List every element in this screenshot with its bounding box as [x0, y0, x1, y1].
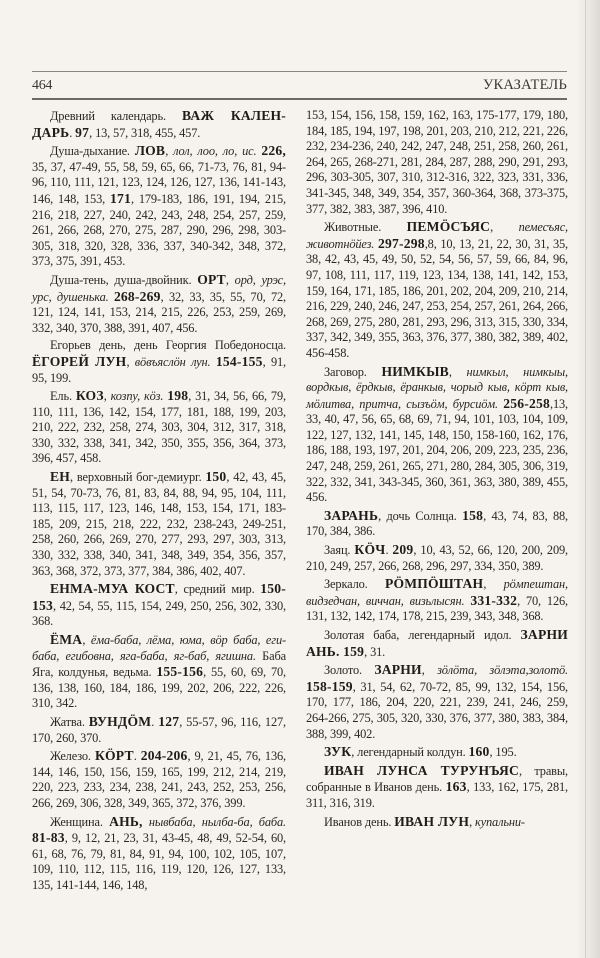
index-entry [32, 714, 286, 746]
entry-text: , 9, 12, 21, 23, 31, 43-45, 48, 49, 52-54, 60, 61, 68, 76, 79, 81, 84, 91, 94, 100, 102, 105, 107, 109, 110, 112, 115, 116, 119, 120, 126, 127, 133, 135, 141-144, 146, 148, [32, 831, 286, 892]
entry-text: 153, 154, 156, 158, 159, 162, 163, 175-177, 179, 180, 184, 185, 194, 197, 198, 201, 203, 210, 212, 221, 226, 232, 234-236, 240, 242, 247, 248, 251, 258, 260, 261, 264, 265, 268-271, 281, 284, 287, 288, 290, 291, 293, 296, 303-305, 307, 310, 312-316, 322, 323, 331, 336, 341-345, 348, 349, 354, 357, 360-364, 368, 373-375, 377, 382, 383, 387, 396, 410. [306, 108, 568, 216]
entry-text: Древний календарь. [50, 109, 183, 123]
entry-term: ОРТ [197, 271, 226, 287]
entry-text: Ель. [50, 389, 76, 404]
entry-text: Баба Яга, колдунья, ведьма. [32, 648, 286, 680]
index-entry [306, 219, 568, 361]
entry-text: , 70, 126, 131, 132, 142, 174, 178, 215, 239, 343, 348, 368. [306, 593, 568, 624]
entry-term: ЕН [50, 469, 71, 485]
entry-term: ИВАН ЛУН [394, 813, 470, 829]
entry-text: , [165, 144, 174, 159]
entry-term: 155-156 [156, 664, 204, 680]
entry-text: , травы, собранные в Иванов день. [306, 763, 569, 795]
entry-text: , верховный бог-демиург. [70, 470, 206, 485]
entry-term: 158 [462, 507, 484, 523]
entry-text: Душа-тень, душа-двойник. [50, 272, 198, 287]
entry-variants: купальни- [475, 814, 525, 829]
entry-text: , 91, 95, 199. [32, 354, 286, 385]
entry-text: Золотая баба, легендарный идол. [324, 628, 521, 642]
entry-text: , 43, 74, 83, 88, 170, 384, 386. [306, 508, 568, 539]
entry-text: , 42, 43, 45, 51, 54, 70-73, 76, 81, 83, 84, 88, 94, 95, 104, 111, 113, 115, 117, 123, 146, 148, 153, 154, 171, 183-185, 209, 215, 218, 222, 232, 238-243, 249-251, 258, 260, 266, 269, 270, 277, 293, 297, 303, 313, 330, 332, 338, 340, 341, 348, 349, 354, 356, 357, 363, 368, 372, 373, 377, 384, 386, 402, 407. [32, 470, 287, 578]
index-entry [32, 108, 286, 141]
entry-text: , 55-57, 96, 116, 127, 170, 260, 370. [32, 714, 287, 745]
entry-text: , 133, 162, 175, 281, 311, 316, 319. [306, 780, 568, 810]
entry-term: КОЗ [75, 388, 104, 404]
entry-term: ИВАН ЛУНСА ТУРУНЪЯС [324, 762, 520, 778]
entry-term: 256-258 [503, 395, 550, 411]
entry-term: ЗАРНИ [374, 662, 422, 678]
index-entry [32, 388, 286, 467]
entry-text: Жатва. [50, 714, 89, 729]
index-entry [306, 508, 568, 540]
entry-term: ПЕМÖСЪЯС [406, 219, 491, 235]
entry-term: ЁМА [50, 632, 83, 647]
entry-term: 268-269 [113, 288, 161, 304]
entry-variants: нывбаба, нылба-ба, баба. [148, 814, 286, 829]
entry-text: ,13, 33, 40, 47, 56, 65, 68, 69, 71, 94, 101, 103, 104, 109, 122, 127, 132, 141, 145, 148, 150, 158-160, 162, 176, 186, 188, 193, 197, 201, 204, 206, 209, 223, 235, 236, 247, 248, 259, 261, 265, 271, 280, 284, 305, 306, 319, 322, 332, 341, 343-345, 360, 361, 363, 380, 389, 455, 456. [306, 396, 568, 505]
entry-text: , дочь Солнца. [378, 508, 463, 523]
entry-term: ЕНМА-МУА КОСТ [50, 581, 175, 597]
entry-term: 198 [167, 388, 189, 404]
entry-text: , [421, 663, 438, 678]
index-entry [32, 581, 286, 630]
running-head: УКАЗАТЕЛЬ [483, 77, 567, 93]
entry-text: , 179-183, 186, 191, 194, 215, 216, 218, 227, 240, 242, 243, 248, 254, 257, 259, 261, 266, 268, 270, 275, 287, 290, 296, 298, 303-305, 318, 320, 328, 336, 337, 340-342, 348, 372, 373, 375, 391, 453. [32, 191, 286, 269]
entry-text: , 13, 57, 318, 455, 457. [89, 125, 201, 140]
header-rule-bottom [32, 98, 567, 100]
entry-text: , 32, 33, 35, 55, 70, 72, 121, 124, 141, 153, 214, 215, 226, 253, 259, 269, 332, 340, 370, 388, 391, 407, 456. [32, 289, 286, 335]
index-entry [32, 143, 286, 270]
entry-variants: рöмпештан, видзедчан, виччан, визьлысян. [306, 577, 568, 608]
entry-text: Егорьев день, день Георгия Победоносца. [50, 338, 286, 353]
index-entry [306, 542, 568, 574]
entry-text: , 31, 54, 62, 70-72, 85, 99, 132, 154, 156, 170, 177, 186, 204, 220, 221, 239, 241, 246, 259, 264-266, 275, 305, 320, 330, 376, 377, 380, 383, 384, 388, 399, 402. [306, 679, 568, 741]
entry-variants: лол, лоо, ло, ис. [173, 144, 257, 159]
entry-text: Заговор. [324, 364, 382, 379]
entry-term: ВАЖ КАЛЕН-ДАРЬ [32, 108, 286, 140]
page-edge-line [585, 0, 586, 958]
entry-term: НИМКЫВ [381, 363, 449, 379]
entry-term: 297-298 [377, 235, 425, 251]
entry-text: , 195. [489, 745, 517, 760]
entry-term: 150 [205, 469, 227, 485]
entry-term: КÖРТ [94, 748, 134, 764]
entry-text: . [133, 749, 141, 764]
entry-text: , [126, 354, 135, 369]
entry-text: , [483, 577, 504, 592]
entry-term: 226, [261, 143, 286, 159]
entry-text: Железо. [50, 749, 95, 764]
entry-term: ЁГОРЕЙ ЛУН [32, 353, 127, 369]
entry-text: , 10, 43, 52, 66, 120, 200, 209, 210, 249, 257, 266, 268, 296, 297, 334, 350, 389. [306, 543, 568, 573]
index-entry [306, 576, 568, 625]
entry-text: Зеркало. [324, 577, 385, 592]
page-edge-shadow [578, 0, 600, 958]
entry-text: , [103, 389, 111, 404]
index-column-left [32, 108, 286, 896]
entry-text: Животные. [324, 220, 407, 235]
entry-term: 127 [158, 713, 180, 729]
entry-variants: нимкыл, нимкыы, вордкыв, ёрдкыв, ёранкыв, чорыд кыв, кöрт кыв, мöлитва, притча, сызъöм, бурсиöм. [306, 364, 568, 411]
entry-term: ВУНДÖМ [88, 713, 152, 729]
index-entry [306, 662, 568, 742]
index-entry [32, 469, 286, 579]
index-entry [306, 364, 568, 506]
entry-term: 204-206 [140, 748, 188, 764]
index-entry [306, 627, 568, 660]
entry-text: Заяц. [324, 543, 355, 558]
header-rule-top [32, 71, 567, 72]
entry-term: 163 [445, 779, 467, 795]
entry-text: , средний мир. [174, 582, 261, 597]
entry-term: 154-155 [215, 353, 263, 369]
index-entry [306, 744, 568, 761]
entry-variants: зöлöта, зöлэта,золотö. [437, 663, 568, 678]
index-entry [306, 763, 568, 812]
entry-text: , легендарный колдун. [351, 745, 469, 760]
entry-text: , [225, 272, 235, 287]
index-entry [32, 272, 286, 336]
entry-text: , 9, 21, 45, 76, 136, 144, 146, 150, 156, 159, 165, 199, 212, 214, 219, 220, 223, 233, 234, 238, 241, 243, 252, 253, 256, 266, 269, 306, 328, 349, 365, 372, 376, 399. [32, 749, 286, 810]
entry-term: ЗАРНИ АНЬ. 159 [306, 627, 568, 659]
entry-term: КÖЧ [354, 542, 386, 558]
page-number: 464 [32, 78, 53, 93]
entry-variants: вöвъяслöн лун. [134, 354, 211, 369]
index-entry [32, 632, 286, 712]
entry-term: 331-332 [470, 592, 518, 608]
entry-text: ,8, 10, 13, 21, 22, 30, 31, 35, 38, 42, 43, 45, 49, 50, 52, 54, 56, 57, 59, 66, 84, 96, 97, 108, 111, 117, 119, 123, 134, 138, 141, 142, 153, 159, 164, 171, 185, 186, 201, 202, 204, 209, 210, 214, 216, 229, 240, 246, 247, 253, 254, 257, 261, 264, 266, 268, 269, 275, 280, 281, 293, 296, 313, 315, 330, 334, 337, 342, 349, 355, 363, 376, 377, 380, 382, 389, 402, 456-458. [306, 236, 569, 360]
entry-term: 150-153 [32, 581, 287, 613]
entry-term: РÖМПÖШТАН [384, 576, 484, 592]
entry-variants: козпу, кöз. [110, 389, 164, 404]
entry-text: Душа-дыхание. [50, 144, 135, 159]
index-entry [32, 814, 286, 894]
entry-text: Иванов день. [324, 814, 395, 829]
entry-text: , 31, 34, 56, 66, 79, 110, 111, 136, 142, 154, 177, 181, 188, 199, 203, 210, 222, 232, 258, 274, 303, 304, 312, 317, 318, 330, 332, 338, 341, 342, 350, 355, 356, 364, 373, 396, 457, 458. [32, 389, 286, 466]
entry-text: , [490, 220, 519, 235]
index-column-right [306, 108, 568, 832]
entry-term: 158-159 [306, 678, 353, 694]
entry-variants: орд, урэс, урс, душенька. [32, 272, 286, 304]
entry-term: 171 [109, 190, 131, 206]
index-entry [306, 814, 568, 831]
entry-term: 97 [75, 124, 90, 140]
entry-term: АНЬ, [109, 813, 143, 829]
entry-text: 35, 37, 47-49, 55, 58, 59, 65, 66, 71-73, 76, 81, 94-96, 110, 111, 121, 123, 124, 126, 127, 136, 141-143, 146, 148, 153, [32, 159, 286, 206]
entry-text: , [82, 633, 91, 647]
entry-text: . [69, 125, 76, 140]
entry-term: 160 [468, 744, 490, 760]
entry-term: ЛОВ [134, 143, 166, 159]
entry-text: . [151, 714, 159, 729]
entry-text: , 31. [364, 644, 386, 659]
index-entry [32, 748, 286, 811]
entry-text: . [385, 543, 393, 558]
entry-text: , 55, 60, 69, 70, 136, 138, 160, 184, 186, 199, 202, 206, 222, 226, 310, 342. [32, 665, 286, 711]
entry-term: ЗУК [324, 744, 352, 760]
entry-term: 81-83 [32, 830, 65, 846]
entry-text: Золото. [324, 663, 375, 678]
entry-variants: пемесъяс, животнöйез. [306, 220, 568, 251]
entry-variants: ёма-баба, лёма, юма, вöр баба, еги-баба, егибовна, яга-баба, яг-баб, ягишна. [32, 633, 286, 663]
entry-term: 209 [392, 542, 414, 558]
entry-text: , [469, 814, 476, 829]
entry-text: , 42, 54, 55, 115, 154, 249, 250, 256, 302, 330, 368. [32, 598, 286, 629]
index-entry [32, 338, 286, 386]
index-entry [306, 108, 568, 217]
entry-text: Женщина. [50, 814, 110, 829]
entry-term: ЗАРАНЬ [324, 507, 379, 523]
entry-text: , [448, 364, 467, 379]
